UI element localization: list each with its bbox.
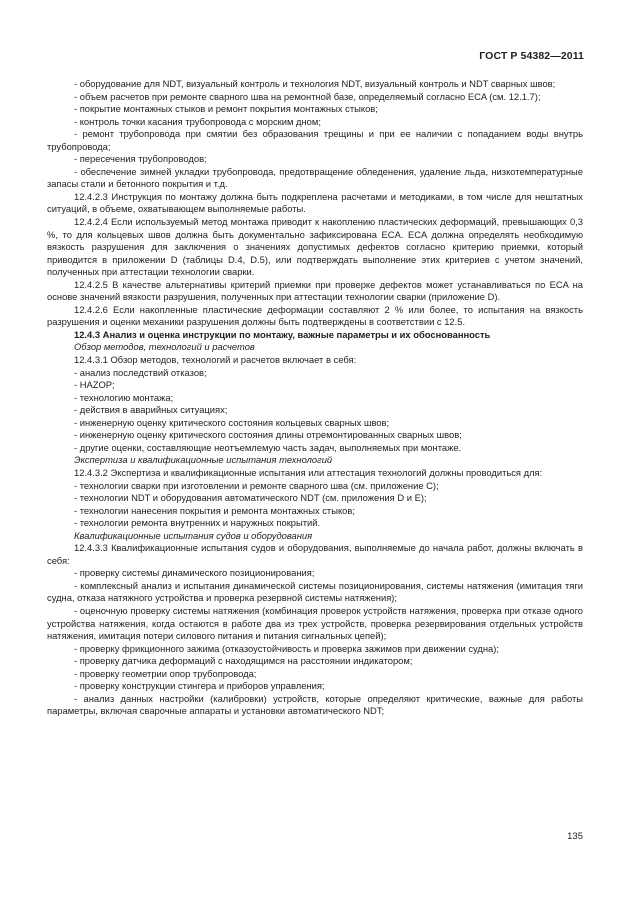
paragraph: - анализ данных настройки (калибровки) устройств, которые определяют критические, важные для работы параметры, включая сварочные аппараты и установки автоматического NDT; [47,692,583,717]
paragraph: - пересечения трубопроводов; [74,153,207,165]
paragraph: 12.4.2.4 Если используемый метод монтажа приводит к накоплению пластических деформаций, превышающих 0,3 %, то для кольцевых швов должна быть документально зафиксирована ECA. ECA должна определять необходимую вязкость разрушения для заключения о значениях допустимых дефектов согласно критерию приемки, который приводится в приложении D (таблицы D.4, D.5), или подтверждать выполнение этих критериев с учетом значений, полученных при аттестации технологии сварки. [47,216,583,278]
paragraph: 12.4.3.1 Обзор методов, технологий и расчетов включает в себя: [74,354,357,366]
paragraph: - технологии ремонта внутренних и наружных покрытий. [74,517,321,529]
paragraph: 12.4.3.3 Квалификационные испытания судов и оборудования, выполняемые до начала работ, должны включать в себя: [47,542,583,566]
paragraph: - покрытие монтажных стыков и ремонт покрытия монтажных стыков; [74,103,378,115]
paragraph: - проверку фрикционного зажима (отказоустойчивость и проверка зажимов при движении судна); [74,642,499,654]
paragraph: 12.4.2.3 Инструкция по монтажу должна быть подкреплена расчетами и методиками, в том числе для нештатных ситуаций, в объеме, охватывающем выполняемые работы. [47,190,583,215]
paragraph: - технологии нанесения покрытия и ремонта монтажных стыков; [74,504,355,516]
paragraph: - комплексный анализ и испытания динамической системы позиционирования, системы натяжения (имитация тяги судна, отказа натяжного устройства и проверка резервной системы натяжения); [47,579,583,604]
paragraph: - обеспечение зимней укладки трубопровода, предотвращение обледенения, удаление льда, низкотемпературные запасы стали и бетонного покрытия и т.д. [47,165,583,190]
paragraph: - действия в аварийных ситуациях; [74,404,228,416]
paragraph: 12.4.3.2 Экспертиза и квалификационные испытания или аттестация технологий должны проводиться для: [74,466,543,478]
paragraph: - оборудование для NDT, визуальный контроль и технология NDT, визуальный контроль и NDT сварных швов; [74,78,556,89]
paragraph: - технологию монтажа; [74,391,174,403]
paragraph: - проверку геометрии опор трубопровода; [74,667,257,679]
paragraph: - оценочную проверку системы натяжения (комбинация проверок устройств натяжения, проверка при отказе одного устройства натяжения, когда остаются в работе два из трех устройств, проверка резервирования отдельных устройств натяжения, имитация потери силового питания и питания сигнальных цепей); [47,604,583,642]
document-code-header: ГОСТ Р 54382—2011 [479,50,584,62]
subsection-title: Обзор методов, технологий и расчетов [74,341,255,353]
subsection-title: Квалификационные испытания судов и оборудования [74,529,313,541]
paragraph: - проверку конструкции стингера и приборов управления; [74,680,325,692]
paragraph: - HAZOP; [74,379,115,391]
paragraph: - технологии сварки при изготовлении и ремонте сварного шва (см. приложение С); [74,479,439,491]
paragraph: - объем расчетов при ремонте сварного шва на ремонтной базе, определяемый согласно ECA (см. 12.1.7); [74,90,541,102]
paragraph: - технологии NDT и оборудования автоматического NDT (см. приложения D и E); [74,492,427,504]
page-body [47,78,583,718]
page-number: 135 [567,831,583,842]
paragraph: - ремонт трубопровода при смятии без образования трещины и при ее наличии с попаданием воды внутрь трубопровода; [47,128,583,152]
subsection-title: Экспертиза и квалификационные испытания технологий [74,454,333,466]
paragraph: - другие оценки, составляющие неотъемлемую часть задач, выполняемых при монтаже. [74,441,462,453]
paragraph: - анализ последствий отказов; [74,366,207,378]
section-heading: 12.4.3 Анализ и оценка инструкции по монтажу, важные параметры и их обоснованность [74,328,491,340]
paragraph: 12.4.2.6 Если накопленные пластические деформации составляют 2 % или более, то испытания на вязкость разрушения и оценки механики разрушения должны быть подтверждены в соответствии с 12.5. [47,303,583,328]
paragraph: 12.4.2.5 В качестве альтернативы критерий приемки при проверке дефектов может устанавливаться по ECA на основе значений вязкости разрушения, полученных при аттестации технологии сварки (приложение D). [47,278,583,303]
paragraph: - проверку датчика деформаций с находящимся на расстоянии индикатором; [74,655,413,667]
paragraph: - проверку системы динамического позиционирования; [74,567,315,579]
paragraph: - контроль точки касания трубопровода с морским дном; [74,115,321,127]
paragraph: - инженерную оценку критического состояния длины отремонтированных сварных швов; [74,429,462,441]
paragraph: - инженерную оценку критического состояния кольцевых сварных швов; [74,416,390,428]
